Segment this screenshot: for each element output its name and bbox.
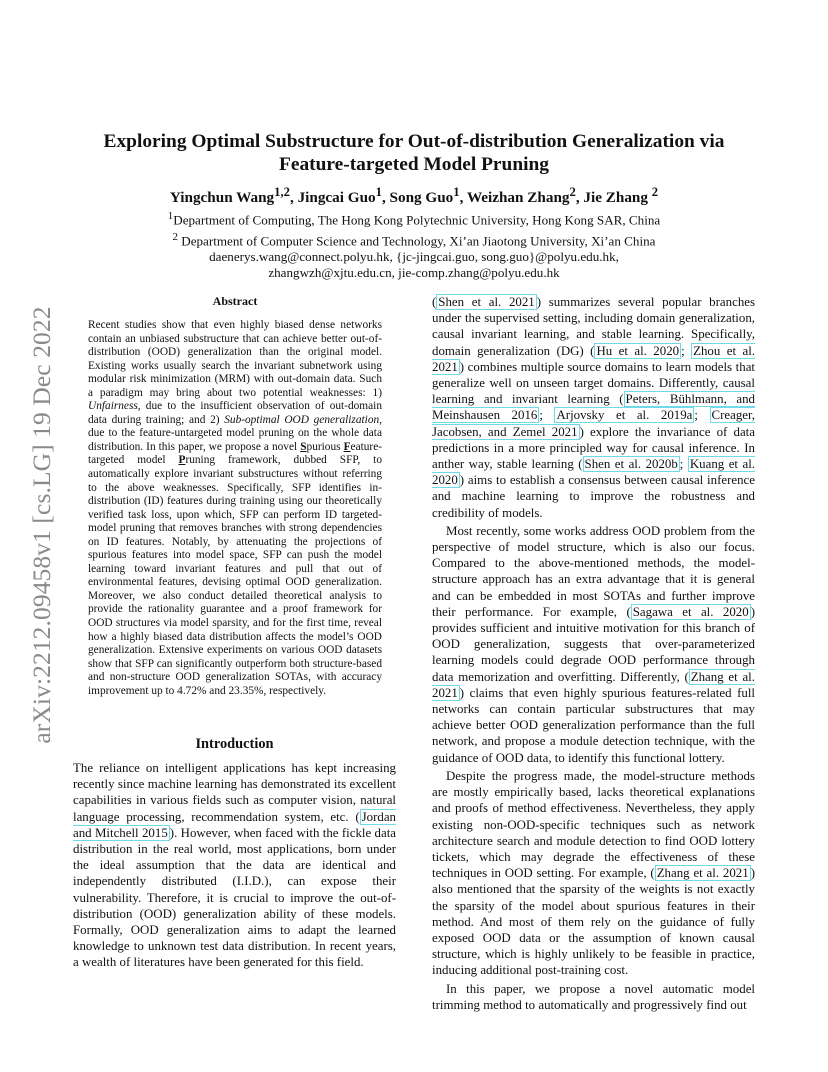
author: Weizhan Zhang$^2$,: [466, 185, 584, 207]
affiliation-1: $^1$Department of Computing, The Hong Kong Polytechnic University, Hong Kong SAR, China: [167, 210, 661, 228]
citation-link[interactable]: Shen et al. 2020b: [584, 457, 678, 472]
author: Jingcai Guo$^1$,: [297, 185, 390, 207]
citation-link[interactable]: Arjovsky et al. 2019a: [556, 408, 693, 423]
affiliations: [80, 208, 748, 282]
title-line-2: Feature-targeted Model Pruning: [279, 154, 549, 175]
citation-link[interactable]: Kuang et al. 2020: [432, 457, 755, 488]
arxiv-stamp-text: arXiv:2212.09458v1 [cs.LG] 19 Dec 2022: [27, 306, 56, 744]
citation-link[interactable]: Creager, Jacobsen, and Zemel 2021: [432, 408, 756, 439]
title-line-1: Exploring Optimal Substructure for Out-of-distribution Generalization via: [103, 131, 725, 152]
citation-link[interactable]: Zhang et al. 2021: [656, 866, 749, 881]
citation-link[interactable]: Sagawa et al. 2020: [632, 604, 749, 619]
email-line-2: zhangwzh@xjtu.edu.cn, jie-comp.zhang@polyu.edu.hk: [268, 265, 560, 281]
author-list: [80, 185, 748, 207]
citation-link[interactable]: Shen et al. 2021: [438, 295, 535, 309]
affiliation-2: $^2$ Department of Computer Science and Technology, Xi’an Jiaotong University, Xi’an China: [172, 230, 656, 248]
email-line-1: daenerys.wang@connect.polyu.hk, {jc-jingcai.guo, song.guo}@polyu.edu.hk,: [209, 249, 619, 265]
author: Jie Zhang $^2$: [583, 185, 659, 207]
arxiv-stamp: [22, 285, 62, 765]
citation-link[interactable]: Jordan and Mitchell 2015: [73, 809, 396, 840]
citation-link[interactable]: Peters, Bühlmann, and Meinshausen 2016: [432, 392, 755, 423]
introduction-text: The reliance on intelligent applications has kept increasing recently since machine learning has demonstrated its excellent capabilities in various fields such as computer vision, natural language processing, recommendation system, etc. ( Jordan and Mitchell 2015 ). However, when faced with the fickle data distribution in the real world, most applications, born under the ideal assumption that the data are identical and independently distributed (I.I.D.), can expose their vulnerability. Therefore, it is crucial to improve the out-of-distribution (OOD) generalization ability of these models. Formally, OOD generalization aims to adapt the learned knowledge to unknown test data distribution. In recent years, a wealth of literatures have been generated for this field.: [73, 761, 397, 970]
author: Song Guo$^1$,: [389, 185, 467, 207]
citation-link[interactable]: Hu et al. 2020: [596, 343, 680, 358]
introduction-heading: Introduction: [195, 736, 274, 752]
citation-link[interactable]: Zhou et al. 2021: [432, 343, 755, 374]
author: Yingchun Wang$^{1,2}$,: [169, 185, 298, 207]
paragraph: Most recently, some works address OOD problem from the perspective of model structure, which is also our focus. Compared to the above-mentioned methods, the model-structure approach has an extra advantage that it is general and can be embedded in most SOTAs and further improve their performance. For example, ( Sagawa et al. 2020 ) provides sufficient and intuitive motivation for this branch of OOD generalization, suggests that over-parameterized learning models could degrade OOD performance through data memorization and overfitting. Differently, ( Zhang et al. 2021 ) claims that even highly spurious features-related full networks can contain particular substructures that may achieve better OOD generalization performance than the full network, and propose a module detection technique, with the guidance of OOD data, to identify this functional lottery.: [432, 523, 755, 765]
paper-title: [80, 130, 748, 176]
right-column-text: [432, 294, 755, 1013]
paragraph: Despite the progress made, the model-structure methods are mostly empirically based, lacks theoretical explanations and proofs of method effectiveness. Nevertheless, they apply existing non-OOD-specific techniques such as network architecture search and module detection to find OOD lottery tickets, which may degrade the effectiveness of these techniques in OOD setting. For example, ( Zhang et al. 2021 ) also mentioned that the sparsity of the weights is not exactly the sparsity of the model about spurious features in their method. And most of them rely on the guidance of fully exposed OOD data or the assumption of known causal structure, which is highly unlikely to be feasible in practice, inducing additional post-training cost.: [432, 768, 755, 978]
paragraph: In this paper, we propose a novel automatic model trimming method to automatically and progressively find out: [432, 981, 755, 1012]
abstract-heading: Abstract: [212, 294, 258, 308]
paragraph: ( Shen et al. 2021 ) summarizes several popular branches under the supervised setting, including domain generalization, causal invariant learning, and stable learning. Specifically, domain generalization (DG) ( Hu et al. 2020 ; Zhou et al. 2021 ) combines multiple source domains to learn models that generalize well on unseen target domains. Differently, causal learning and invariant learning ( Peters, Bühlmann, and Meinshausen 2016 ; Arjovsky et al. 2019a ; Creager, Jacobsen, and Zemel 2021 ) explore the invariance of data predictions in a more principled way for causal inference. In anther way, stable learning ( Shen et al. 2020b ; Kuang et al. 2020 ) aims to establish a consensus between causal inference and machine learning to improve the robustness and credibility of models.: [432, 295, 756, 520]
abstract-text: Recent studies show that even highly biased dense networks contain an unbiased substructure that can achieve better out-of-distribution (OOD) generalization than the original model. Existing works usually search the invariant subnetwork using modular risk minimization (MRM) with out-domain data. Such a paradigm may bring about two potential weaknesses: 1) Unfairness, due to the insufficient observation of out-domain data during training; and 2) Sub-optimal OOD generalization, due to the feature-untargeted model pruning on the whole data distribution. In this paper, we propose a novel Spurious Feature-targeted model Pruning framework, dubbed SFP, to automatically explore invariant substructures without referring to the above weaknesses. Specifically, SFP identifies in-distribution (ID) features during training using our theoretically verified task loss, upon which, SFP can perform ID targeted-model pruning that removes branches with strong dependencies on ID features. Notably, by attenuating the projections of spurious features into model space, SFP can push the model learning toward invariant features and pull that out of environmental features, devising optimal OOD generalization. Moreover, we also conduct detailed theoretical analysis to provide the rationality guarantee and a proof framework for OOD structures via model sparsity, and for the first time, reveal how a highly biased data distribution affects the model’s OOD generalization. Extensive experiments on various OOD datasets show that SFP can significantly outperform both structure-based and non-structure OOD generalization SOTAs, with accuracy improvement up to 4.72% and 23.35%, respectively.: [88, 319, 383, 697]
citation-link[interactable]: Zhang et al. 2021: [432, 669, 755, 700]
